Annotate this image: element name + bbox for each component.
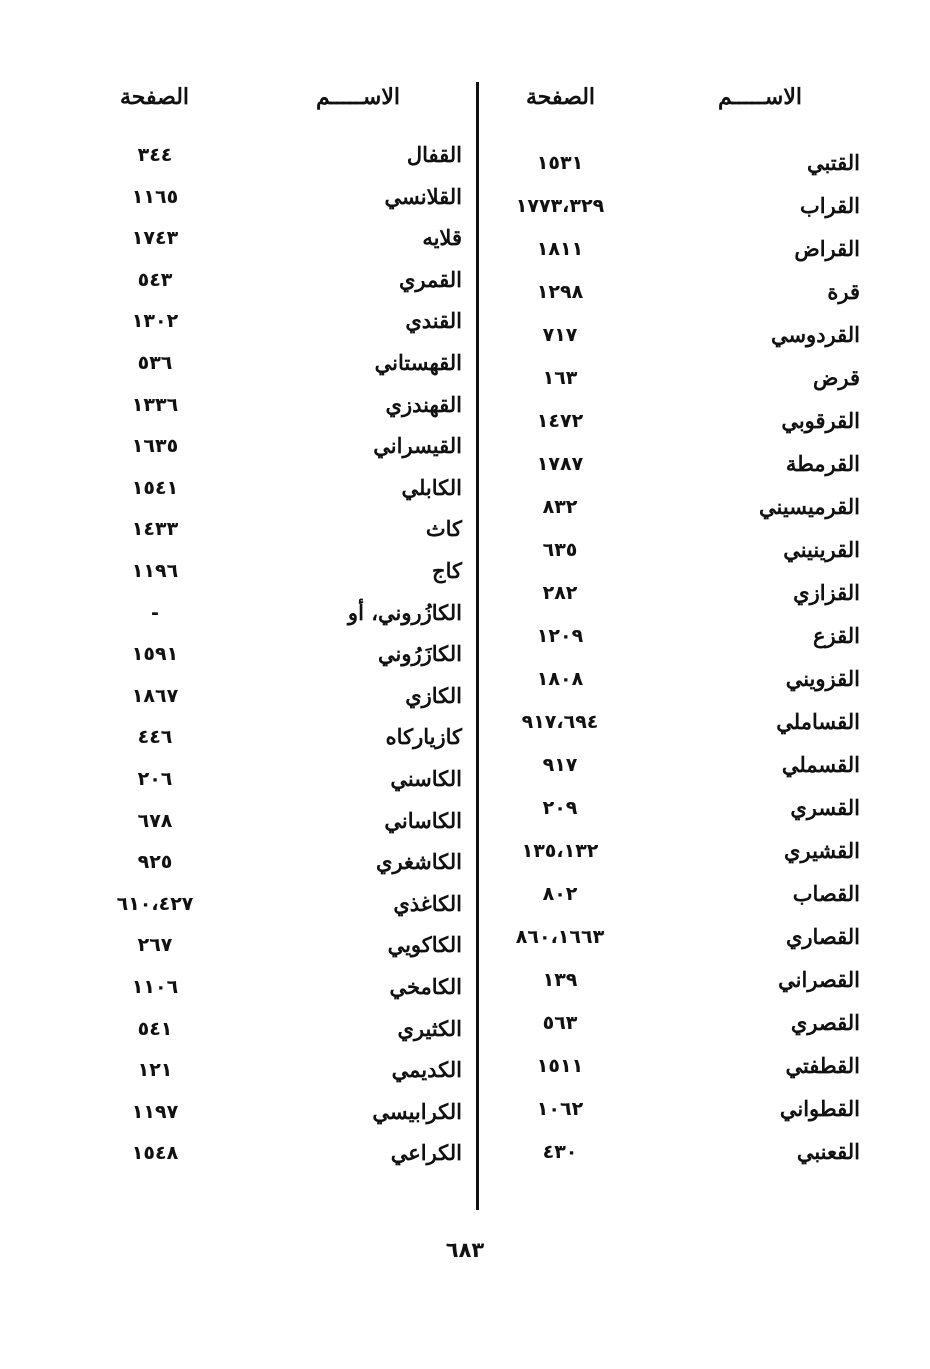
entry-name: الكامخي [389,974,462,999]
entry-name: القلانسي [384,183,462,209]
index-entry-row [490,881,890,921]
entry-name: القتبي [806,150,860,175]
entry-page-number: ١٤٧٢ [536,410,584,432]
index-entry-row [490,623,890,663]
entry-page-number: ١١٩٧ [131,1100,179,1123]
entry-page-number: ١٦٣ [542,367,578,389]
entry-page-number: ١٣٩ [542,969,578,991]
entry-page-number: ١١٠٦ [131,976,179,998]
entry-page-number: ٤٤٦ [137,726,173,749]
entry-name: الكاساني [384,807,462,833]
index-entry-row [490,537,890,577]
entry-page-number: ٥٤١ [137,1017,173,1040]
index-entry-row [490,1010,890,1050]
index-entry-row [90,641,470,681]
entry-page-number: ٦١٠،٤٢٧ [116,892,194,915]
entry-page-number: ١٥١١ [536,1055,584,1077]
index-entry-row [90,142,470,182]
right-index-column [490,0,890,1369]
entry-page-number: ٨٠٢ [542,883,578,905]
index-entry-row [90,724,470,764]
entry-name: الكاشغري [376,849,462,875]
index-entry-row [90,683,470,723]
left-name-header: الاســـــم [316,84,400,110]
entry-name: القرميسيني [759,494,860,519]
entry-page-number: ١٥٩١ [131,643,179,666]
entry-page-number: ١٢٠٩ [536,625,584,647]
entry-name: القرمطة [785,451,860,476]
entry-name: القصاري [785,924,860,949]
entry-page-number: ١٧٧٣،٣٢٩ [515,195,605,217]
entry-page-number: ١٥٤٨ [131,1142,179,1165]
entry-name: القزع [813,623,860,648]
entry-page-number: ١٨٦٧ [131,684,179,707]
entry-name: الكازي [405,682,462,708]
entry-page-number: ٦٧٨ [137,809,173,832]
index-entry-row [490,365,890,405]
index-entry-row [90,808,470,848]
entry-name: الكاكويي [387,932,462,958]
entry-page-number: ٩١٧ [542,754,578,776]
entry-name: القيسراني [373,433,462,459]
index-entry-row [90,392,470,432]
entry-name: القرقوبي [781,408,860,433]
index-entry-row [90,1016,470,1056]
entry-page-number: ٩١٧،٦٩٤ [521,711,599,733]
entry-page-number: ٢٨٢ [542,582,578,604]
entry-name: القشيري [784,838,860,863]
index-entry-row [490,236,890,276]
index-entry-row [90,475,470,515]
index-entry-row [90,891,470,931]
entry-name: القصاب [792,881,860,906]
index-entry-row [90,1140,470,1180]
entry-name: القزويني [785,666,860,691]
entry-name: القرينيني [783,537,860,562]
index-entry-row [490,709,890,749]
entry-name: كاج [432,558,462,583]
index-entry-row [490,322,890,362]
index-entry-row [490,1096,890,1136]
index-entry-row [490,752,890,792]
entry-name: القردوسي [770,322,860,347]
entry-page-number: ١٧٤٣ [131,227,179,250]
entry-page-number: ١٣٥،١٣٢ [521,840,599,862]
entry-name: الكازَرُوني [378,641,462,667]
index-entry-row [490,150,890,190]
entry-name: الكازُروني، أو [347,599,462,625]
entry-page-number: ١٦٣٥ [131,435,179,458]
entry-name: القساملي [776,709,860,734]
index-entry-row [490,408,890,448]
entry-page-number: ٥٦٣ [542,1012,578,1034]
entry-name: الكديمي [391,1057,462,1083]
right-page-header: الصفحة [526,84,596,110]
index-entry-row [90,1057,470,1097]
entry-name: القصراني [778,967,860,992]
entry-name: القطفتي [785,1053,860,1078]
entry-name: قرض [812,365,860,390]
index-entry-row [90,184,470,224]
index-entry-row [90,308,470,348]
entry-name: القهندزي [385,391,462,417]
index-entry-row [490,451,890,491]
index-entry-row [90,558,470,598]
entry-name: القصري [790,1010,860,1035]
entry-name: القزازي [793,580,860,605]
entry-page-number: ١٥٤١ [131,476,179,499]
entry-page-number: ١٨١١ [536,238,584,260]
index-entry-row [490,924,890,964]
entry-page-number: ١١٩٦ [131,560,179,582]
index-entry-row [490,580,890,620]
page-number: ٦٨٣ [445,1238,485,1262]
entry-name: القفال [406,142,462,167]
entry-page-number: ١٥٣١ [536,152,584,174]
entry-name: الكاغذي [393,890,462,916]
entry-page-number: ١١٦٥ [131,185,179,208]
entry-page-number: ١٤٣٣ [131,518,179,541]
index-entry-row [490,967,890,1007]
entry-page-number: - [151,601,159,624]
entry-name: كاث [425,516,462,542]
index-entry-row [490,666,890,706]
entry-name: الكراعي [390,1140,462,1166]
entry-page-number: ١٣٠٢ [131,310,179,333]
index-entry-row [90,849,470,889]
left-index-column [90,0,470,1369]
entry-name: القمري [398,266,462,292]
entry-name: الكاسني [390,766,462,791]
index-entry-row [490,838,890,878]
entry-name: القسملي [781,752,860,777]
index-entry-row [90,1099,470,1139]
index-entry-row [90,225,470,265]
entry-page-number: ١٧٨٧ [536,453,584,475]
right-name-header: الاســـــم [718,84,802,110]
index-entry-row [90,267,470,307]
index-entry-row [90,932,470,972]
entry-page-number: ١٣٣٦ [131,393,179,416]
entry-name: القراب [799,193,860,218]
entry-name: القندي [405,308,462,334]
entry-name: قرة [827,279,860,304]
index-entry-row [90,350,470,390]
entry-page-number: ٥٤٣ [137,268,173,291]
index-entry-row [490,1053,890,1093]
index-entry-row [490,494,890,534]
left-page-header: الصفحة [120,84,190,110]
entry-page-number: ٦٣٥ [542,539,578,561]
index-entry-row [90,433,470,473]
index-entry-row [90,974,470,1014]
entry-page-number: ٧١٧ [542,324,578,346]
entry-page-number: ١٠٦٢ [536,1098,584,1120]
entry-name: القعنبي [796,1139,860,1164]
entry-name: الكثيري [397,1015,462,1041]
index-entry-row [490,279,890,319]
entry-name: الكابلي [401,474,462,500]
entry-name: الكرابيسي [372,1098,462,1124]
index-entry-row [490,1139,890,1179]
index-entry-row [490,193,890,233]
entry-name: القهستاني [374,350,462,375]
entry-page-number: ٨٣٢ [542,496,578,518]
entry-name: قلايه [422,225,462,251]
index-entry-row [90,766,470,806]
entry-name: القراض [794,236,860,261]
entry-page-number: ٢٦٧ [137,934,173,957]
entry-page-number: ٢٠٦ [137,768,173,790]
entry-name: كازياركاه [385,724,462,750]
entry-page-number: ٥٣٦ [137,352,173,374]
entry-name: القطواني [779,1096,860,1121]
entry-page-number: ٩٢٥ [137,851,173,874]
index-entry-row [490,795,890,835]
column-divider [476,82,479,1210]
entry-page-number: ٤٣٠ [542,1141,578,1163]
entry-page-number: ١٨٠٨ [536,668,584,690]
entry-page-number: ٣٤٤ [137,144,173,166]
entry-name: القسري [790,795,860,820]
entry-page-number: ١٢٩٨ [536,281,584,303]
index-entry-row [90,516,470,556]
entry-page-number: ١٢١ [137,1059,173,1082]
index-entry-row [90,600,470,640]
entry-page-number: ٢٠٩ [542,797,578,819]
entry-page-number: ٨٦٠،١٦٦٣ [515,926,605,948]
